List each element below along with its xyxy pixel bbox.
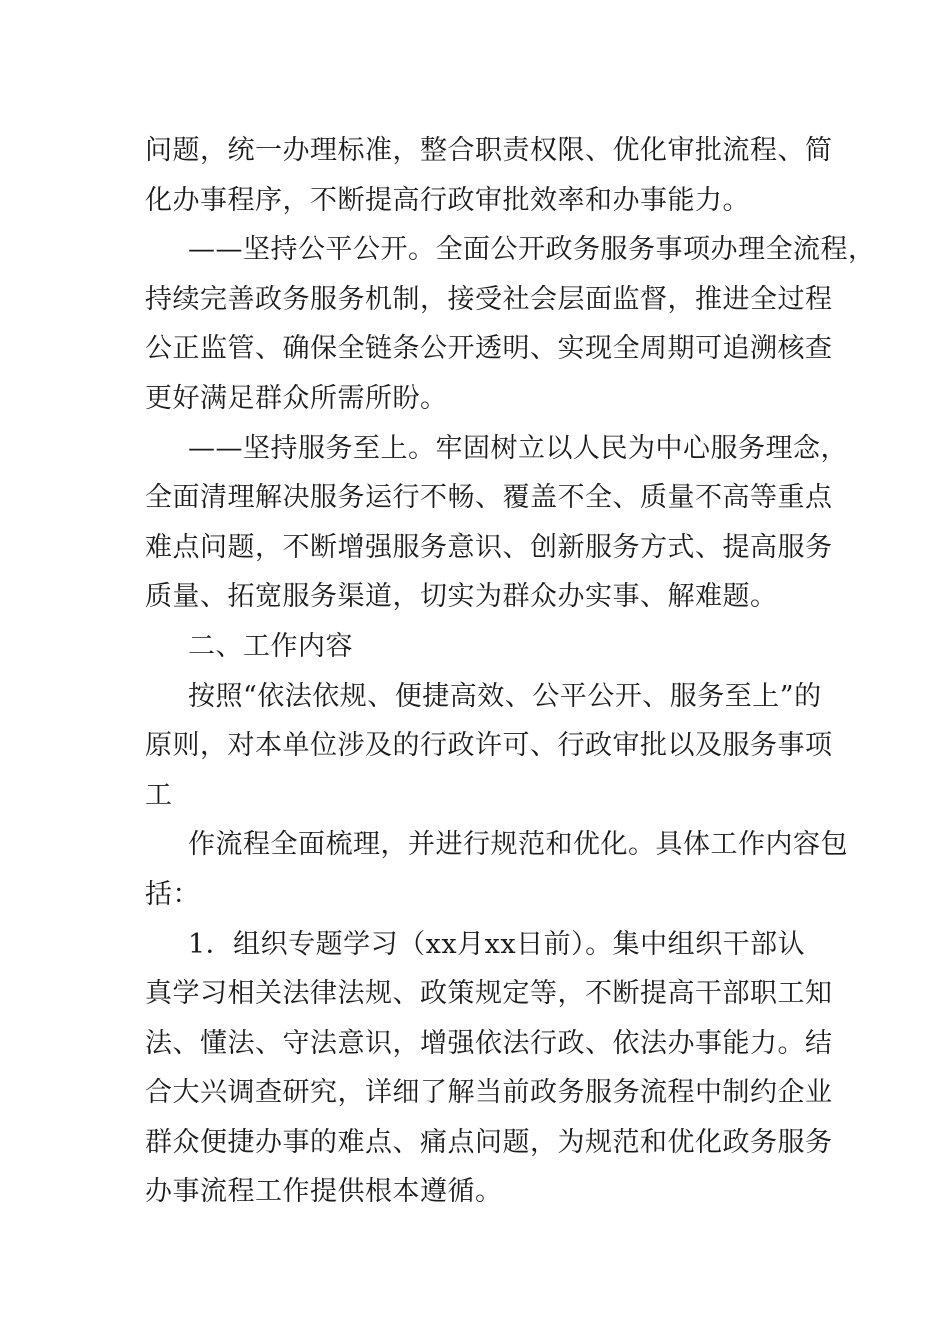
text-line: 难点问题，不断增强服务意识、创新服务方式、提高服务	[145, 531, 833, 563]
text-line: 真学习相关法律法规、政策规定等，不断提高干部职工知	[145, 978, 833, 1010]
text-line: 质量、拓宽服务渠道，切实为群众办实事、解难题。	[145, 581, 778, 613]
document-body	[145, 126, 876, 1217]
text-line: ——坚持公平公开。全面公开政务服务事项办理全流程，	[188, 234, 876, 266]
text-line: 按照“依法依规、便捷高效、公平公开、服务至上”的	[188, 680, 822, 712]
list-item-heading: 1．组织专题学习（xx月xx日前）。集中组织干部认	[188, 928, 806, 960]
text-line: 更好满足群众所需所盼。	[145, 382, 448, 414]
text-line: 作流程全面梳理，并进行规范和优化。具体工作内容包	[188, 829, 848, 861]
text-line: 问题，统一办理标准，整合职责权限、优化审批流程、简	[145, 135, 833, 166]
text-line: 化办事程序，不断提高行政审批效率和办事能力。	[145, 184, 750, 216]
text-line: 工	[145, 779, 173, 811]
text-line: 办事流程工作提供根本遵循。	[145, 1176, 503, 1208]
text-line: 括：	[145, 878, 200, 910]
text-line: 原则，对本单位涉及的行政许可、行政审批以及服务事项	[145, 730, 833, 762]
text-line: 法、懂法、守法意识，增强依法行政、依法办事能力。结	[145, 1027, 833, 1059]
text-line: 合大兴调查研究，详细了解当前政务服务流程中制约企业	[145, 1077, 833, 1109]
text-line: 公正监管、确保全链条公开透明、实现全周期可追溯核查	[145, 333, 833, 365]
text-line: 群众便捷办事的难点、痛点问题，为规范和优化政务服务	[145, 1126, 833, 1158]
section-heading: 二、工作内容	[188, 630, 353, 662]
text-line: 全面清理解决服务运行不畅、覆盖不全、质量不高等重点	[145, 482, 833, 514]
text-line: ——坚持服务至上。牢固树立以人民为中心服务理念，	[188, 432, 848, 464]
text-line: 持续完善政务服务机制，接受社会层面监督，推进全过程	[145, 283, 833, 315]
